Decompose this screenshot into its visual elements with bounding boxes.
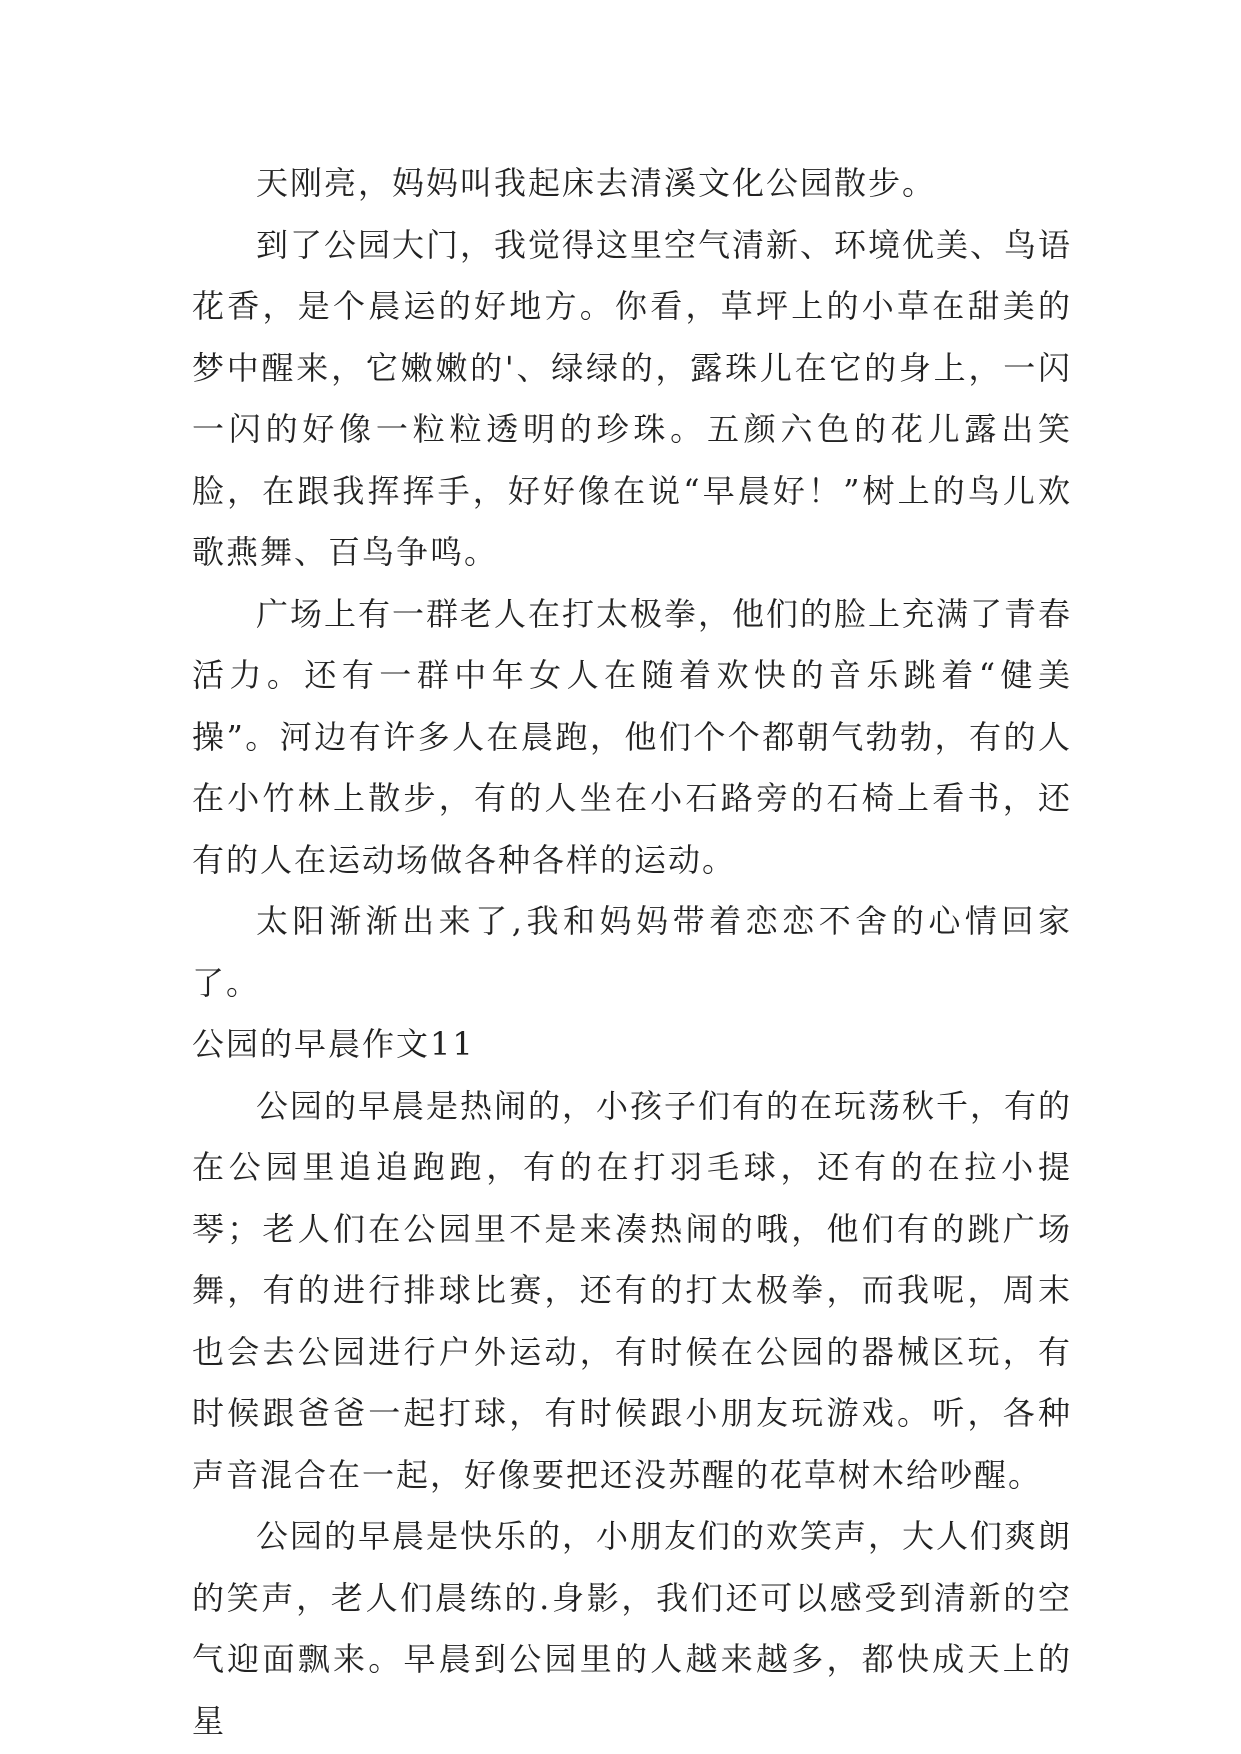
paragraph-going-home: 太阳渐渐出来了,我和妈妈带着恋恋不舍的心情回家了。 [192,902,1072,1002]
paragraph-happy-morning: 公园的早晨是快乐的，小朋友们的欢笑声，大人们爽朗的笑声，老人们晨练的.身影，我们还可以感受到清新的空气迎面飘来。早晨到公园里的人越来越多，都快成天上的星 [192,1517,1073,1740]
document-body [192,153,1072,1752]
paragraph-dawn: 天刚亮，妈妈叫我起床去清溪文化公园散步。 [256,164,937,202]
paragraph-park-gate: 到了公园大门，我觉得这里空气清新、环境优美、鸟语花香，是个晨运的好地方。你看，草坪上的小草在甜美的梦中醒来，它嫩嫩的'、绿绿的，露珠儿在它的身上，一闪一闪的好像一粒粒透明的珍珠。五颜六色的花儿露出笑脸，在跟我挥挥手，好好像在说“早晨好！”树上的鸟儿欢歌燕舞、百鸟争鸣。 [192,225,1073,571]
essay-heading: 公园的早晨作文11 [192,1025,475,1063]
paragraph-square: 广场上有一群老人在打太极拳，他们的脸上充满了青春活力。还有一群中年女人在随着欢快的音乐跳着“健美操”。河边有许多人在晨跑，他们个个都朝气勃勃，有的人在小竹林上散步，有的人坐在小石路旁的石椅上看书，还有的人在运动场做各种各样的运动。 [192,594,1073,879]
paragraph-lively-morning: 公园的早晨是热闹的，小孩子们有的在玩荡秋千，有的在公园里追追跑跑，有的在打羽毛球，还有的在拉小提琴；老人们在公园里不是来凑热闹的哦，他们有的跳广场舞，有的进行排球比赛，还有的打太极拳，而我呢，周末也会去公园进行户外运动，有时候在公园的器械区玩，有时候跟爸爸一起打球，有时候跟小朋友玩游戏。听，各种声音混合在一起，好像要把还没苏醒的花草树木给吵醒。 [192,1086,1073,1494]
